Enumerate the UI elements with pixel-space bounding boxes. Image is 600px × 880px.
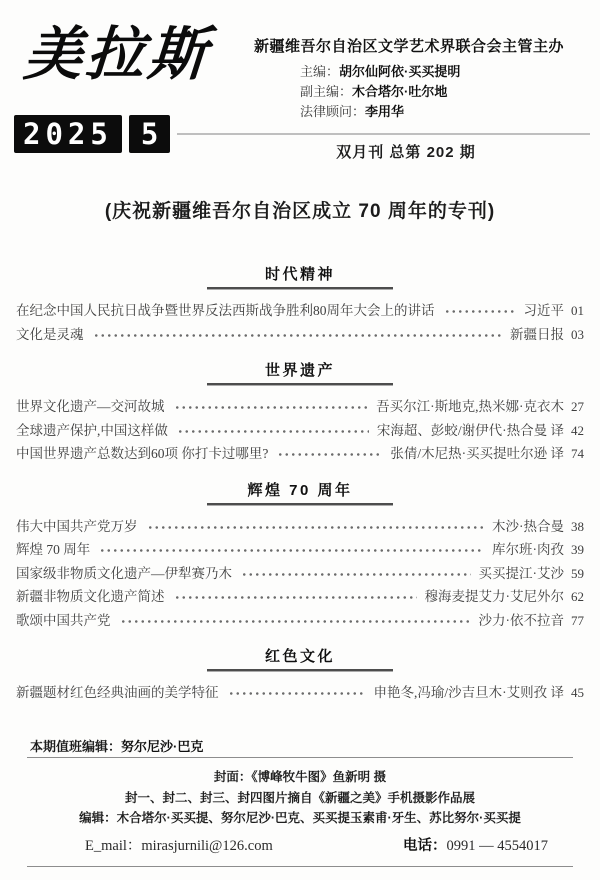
entry-page: 38 — [571, 518, 584, 534]
entry-author: 木沙·热合曼 — [492, 518, 564, 534]
entry-page: 01 — [571, 303, 584, 318]
toc-section — [16, 648, 584, 705]
toc-entry — [16, 585, 584, 609]
entry-author: 吾买尔江·斯地克,热米娜·克衣木 — [376, 399, 564, 414]
dot-leader — [99, 538, 484, 562]
phone-label: 电话： — [403, 837, 447, 854]
entry-title: 国家级非物质文化遗产—伊犁赛乃木 — [16, 565, 232, 581]
section-underline — [207, 503, 393, 506]
section-title: 世界遗产 — [264, 362, 335, 379]
contact-row — [27, 831, 573, 855]
issue-year-box: 2025 — [14, 115, 122, 153]
phone-value: 0991 — 4554017 — [446, 837, 548, 854]
entry-author: 穆海麦提艾力·艾尼外尔 — [424, 589, 564, 604]
toc-entry — [16, 681, 584, 705]
entry-title: 全球遗产保护,中国这样做 — [16, 422, 168, 438]
special-issue-title: (庆祝新疆维吾尔自治区成立 70 周年的专刊) — [104, 201, 496, 222]
entry-author: 新疆日报 — [510, 326, 564, 342]
entry-author: 申艳冬,冯瑜/沙吉旦木·艾则孜 译 — [373, 685, 564, 700]
issue-number-box: 5 — [129, 115, 170, 153]
section-entries — [16, 395, 584, 466]
footer-bottom-divider — [27, 866, 573, 867]
entry-page: 59 — [571, 565, 584, 581]
duty-editor-line — [30, 736, 203, 755]
dot-leader — [120, 609, 471, 633]
section-underline — [207, 287, 393, 290]
section-underline — [207, 383, 393, 386]
organizer-line: 新疆维吾尔自治区文学艺术界联合会主管主办 — [253, 38, 564, 55]
footer — [27, 757, 573, 867]
entry-title: 新疆非物质文化遗产简述 — [16, 589, 165, 604]
staff-label: 主编： — [300, 64, 340, 79]
toc-entry — [16, 323, 584, 347]
dot-leader — [174, 585, 417, 609]
staff-name: 木合塔尔·吐尔地 — [352, 84, 448, 99]
staff-list — [300, 62, 460, 122]
phone-line — [403, 834, 548, 855]
section-title: 红色文化 — [264, 648, 335, 665]
entry-page: 45 — [571, 685, 584, 700]
toc-entry — [16, 395, 584, 419]
section-entries — [16, 681, 584, 705]
toc-entry — [16, 562, 584, 586]
dot-leader — [277, 442, 382, 466]
magazine-title-calligraphy: 美拉斯 — [21, 20, 213, 88]
email-label: E_mail： — [85, 837, 142, 854]
toc-entry — [16, 609, 584, 633]
section-entries — [16, 515, 584, 633]
entry-author: 宋海超、彭蛟/谢伊代·热合曼 译 — [376, 422, 564, 438]
footer-credit-lines — [27, 767, 573, 829]
entry-author: 张倩/木尼热·买买提吐尔逊 译 — [390, 446, 564, 461]
toc — [16, 266, 584, 721]
entry-title: 在纪念中国人民抗日战争暨世界反法西斯战争胜利80周年大会上的讲话 — [16, 303, 435, 318]
duty-editor-label: 本期值班编辑： — [30, 739, 122, 754]
issue-divider-line — [177, 133, 590, 135]
duty-editor-name: 努尔尼沙·巴克 — [121, 739, 204, 754]
toc-entry — [16, 515, 584, 539]
email-line — [85, 834, 273, 855]
toc-entry — [16, 419, 584, 443]
toc-entry — [16, 538, 584, 562]
dot-leader — [177, 419, 369, 443]
staff-name: 李用华 — [365, 104, 405, 119]
dot-leader — [444, 299, 516, 323]
entry-author: 买买提江·艾沙 — [478, 565, 564, 581]
staff-name: 胡尔仙阿依·买买提明 — [339, 64, 461, 79]
entry-title: 歌颂中国共产党 — [16, 612, 111, 628]
footer-top-divider — [27, 757, 573, 758]
entry-title: 新疆题材红色经典油画的美学特征 — [16, 685, 219, 700]
entry-title: 辉煌 70 周年 — [16, 542, 91, 557]
dot-leader — [147, 515, 485, 539]
entry-author: 库尔班·肉孜 — [492, 542, 564, 557]
editors-line: 编辑：木合塔尔·买买提、努尔尼沙·巴克、买买提玉素甫·牙生、苏比努尔·买买提 — [79, 811, 521, 825]
section-title: 辉煌 70 周年 — [247, 481, 353, 499]
staff-label: 副主编： — [300, 84, 353, 99]
dot-leader — [174, 395, 369, 419]
entry-title: 伟大中国共产党万岁 — [16, 518, 138, 534]
dot-leader — [241, 562, 471, 586]
entry-page: 42 — [571, 422, 584, 438]
entry-author: 习近平 — [523, 303, 564, 318]
staff-row — [300, 82, 460, 102]
dot-leader — [93, 323, 503, 347]
covers-source-line: 封一、封二、封三、封四图片摘自《新疆之美》手机摄影作品展 — [124, 790, 475, 805]
toc-section — [16, 362, 584, 466]
entry-page: 27 — [571, 399, 584, 414]
entry-page: 77 — [571, 612, 584, 628]
entry-page: 03 — [571, 326, 584, 342]
toc-section — [16, 482, 584, 633]
staff-label: 法律顾问： — [300, 104, 366, 119]
entry-title: 世界文化遗产—交河故城 — [16, 399, 165, 414]
dot-leader — [228, 681, 366, 705]
frequency-line: 双月刊 总第 202 期 — [336, 144, 476, 161]
cover-credit-line: 封面：《博峰牧牛图》鱼新明 摄 — [213, 770, 387, 784]
section-entries — [16, 299, 584, 346]
staff-row — [300, 62, 460, 82]
toc-entry — [16, 299, 584, 323]
entry-page: 39 — [571, 542, 584, 557]
email-value: mirasjurnili@126.com — [141, 837, 273, 854]
entry-page: 74 — [571, 446, 584, 461]
toc-entry — [16, 442, 584, 466]
toc-section — [16, 266, 584, 346]
entry-author: 沙力·依不拉音 — [478, 612, 564, 628]
section-underline — [207, 669, 393, 672]
entry-title: 文化是灵魂 — [16, 326, 84, 342]
entry-title: 中国世界遗产总数达到60项 你打卡过哪里? — [16, 446, 269, 461]
section-title: 时代精神 — [264, 266, 335, 283]
entry-page: 62 — [571, 589, 584, 604]
